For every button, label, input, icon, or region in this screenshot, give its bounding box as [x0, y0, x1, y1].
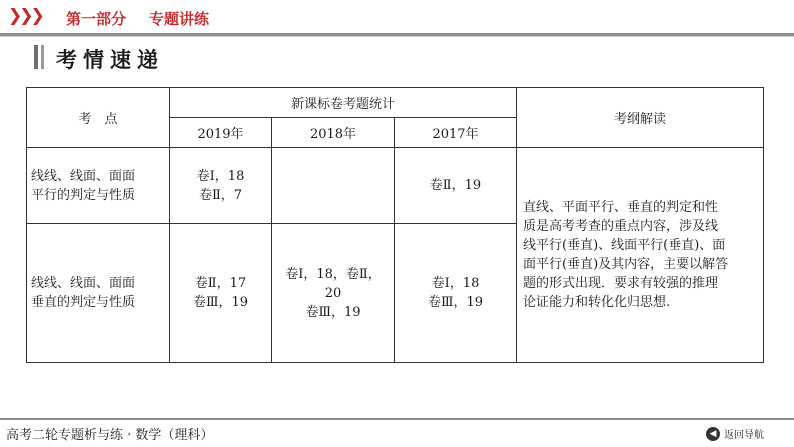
header-rule-thin — [0, 36, 794, 37]
year-2018: 2018年 — [272, 118, 395, 148]
cell-2017: 卷Ⅱ，19 — [395, 148, 517, 224]
back-nav-label: 返回导航 — [724, 430, 764, 441]
section-bars-icon — [34, 45, 50, 69]
back-nav-button[interactable] — [706, 426, 764, 441]
cell-2018 — [272, 148, 395, 224]
header-stats: 新课标卷考题统计 — [170, 88, 517, 118]
year-2017: 2017年 — [395, 118, 517, 148]
footer-rule — [0, 418, 794, 420]
year-2019: 2019年 — [170, 118, 272, 148]
topic-cell: 线线、线面、面面 平行的判定与性质 — [27, 148, 170, 224]
cell-2019: 卷Ⅰ，18 卷Ⅱ，7 — [170, 148, 272, 224]
cell-2019: 卷Ⅱ，17 卷Ⅲ，19 — [170, 224, 272, 363]
section-title: 考情速递 — [56, 48, 164, 72]
header-interp: 考纲解读 — [517, 88, 764, 148]
part-label: 第一部分 — [66, 10, 127, 28]
exam-stats-table — [26, 87, 764, 363]
top-bar — [0, 0, 794, 34]
topic-cell: 线线、线面、面面 垂直的判定与性质 — [27, 224, 170, 363]
book-title: 高考二轮专题析与练 · 数学（理科） — [6, 428, 214, 443]
topic-label: 专题讲练 — [149, 10, 210, 28]
chevrons-icon: ❯❯❯ — [8, 6, 42, 26]
interp-cell: 直线、平面平行、垂直的判定和性 质是高考考查的重点内容，涉及线 线平行(垂直)、线面平行(垂直)、面 面平行(垂直)及其内容，主要以解答 题的形式出现．要求有较强的推理 论证能力和转化化归思想. — [517, 148, 764, 363]
back-arrow-icon: ◀ — [706, 427, 720, 441]
cell-2018: 卷Ⅰ，18，卷Ⅱ， 20 卷Ⅲ，19 — [272, 224, 395, 363]
table-row — [27, 148, 764, 224]
header-point: 考 点 — [27, 88, 170, 148]
cell-2017: 卷Ⅰ，18 卷Ⅲ，19 — [395, 224, 517, 363]
